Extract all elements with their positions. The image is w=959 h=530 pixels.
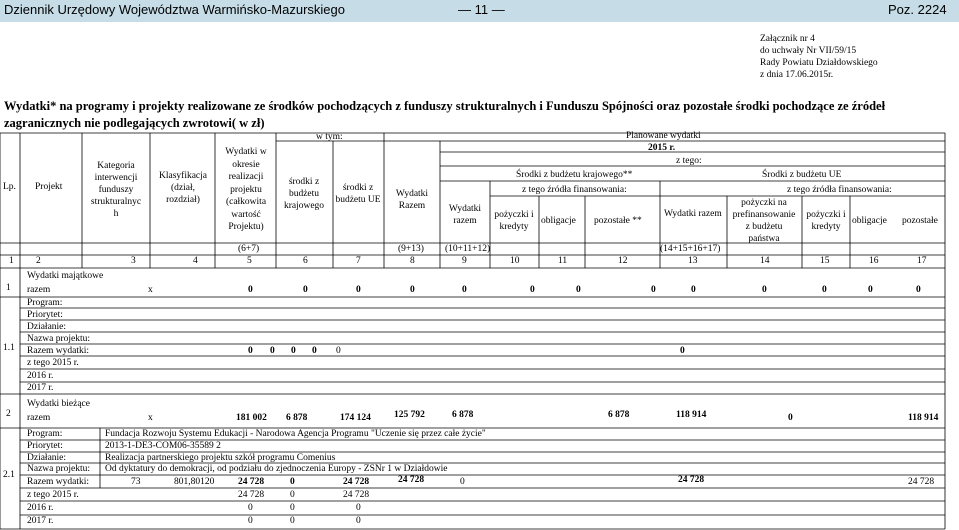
s2-priorytet-value: 2013-1-DE3-COM06-35589 2 (105, 441, 221, 451)
section1-sub-lp: 1.1 (3, 343, 15, 353)
srodki-krajowe-group: Środki z budżetu krajowego** (516, 170, 633, 180)
s2-val6: 6 878 (286, 413, 308, 423)
s2-razem-val: 73 (131, 477, 141, 487)
s1-val: 0 (691, 285, 696, 295)
col-pozostale-ue: pozostałe (902, 216, 938, 226)
col-wydatki-razem-ue: Wydatki razem (664, 209, 722, 219)
s1-program-label: Program: (27, 298, 63, 308)
s2-2016-val: 0 (290, 503, 295, 513)
annex-line: do uchwały Nr VII/59/15 (760, 46, 857, 56)
s2-razem-val: 24 728 (238, 477, 265, 487)
s1-razem-val: 0 (336, 346, 341, 356)
col-number: 3 (131, 256, 136, 266)
col-kategoria: Kategoria interwencji funduszy strukturalnyc h (90, 161, 142, 219)
formula-14-17: (14+15+16+17) (660, 244, 721, 254)
col-number: 12 (618, 256, 628, 266)
s1-2016-label: 2016 r. (27, 371, 54, 381)
section1-x: x (148, 285, 153, 295)
section1-lp: 1 (6, 283, 11, 293)
section2-lp: 2 (6, 409, 11, 419)
col-pozyczki-pref: pożyczki na prefinansowanie z budżetu państwa (732, 198, 796, 244)
s2-dzialanie-label: Działanie: (27, 453, 67, 463)
s2-2016-val: 0 (356, 503, 361, 513)
s2-razem-val: 0 (460, 477, 465, 487)
s2-razem-val: 0 (290, 477, 295, 487)
s1-razem-label: Razem wydatki: (27, 346, 89, 356)
document-title: Wydatki* na programy i projekty realizowane ze środków pochodzących z funduszy strukturalnych i Funduszu Spójności oraz pozostałe środki pochodzące ze źródeł zagranicznych nie podlegających zwrotowi( w zł) (4, 99, 886, 130)
s2-2017-val: 0 (356, 516, 361, 526)
s2-2016-label: 2016 r. (27, 503, 54, 513)
col-lp: Lp. (3, 182, 16, 192)
s2-nazwa-label: Nazwa projektu: (27, 464, 91, 474)
position-number: Poz. 2224 (888, 2, 947, 17)
col-number: 17 (917, 256, 927, 266)
s1-val: 0 (576, 285, 581, 295)
s1-val: 0 (410, 285, 415, 295)
s2-2016-val: 0 (248, 503, 253, 513)
s2-val8: 125 792 (394, 410, 425, 420)
s2-razem-val: 24 728 (908, 477, 935, 487)
s2-val5: 181 002 (236, 413, 267, 423)
s2-2017-val: 0 (290, 516, 295, 526)
col-number: 8 (410, 256, 415, 266)
s2-razem-val: 24 728 (343, 477, 370, 487)
col-obligacje-ue: obligacje (852, 216, 887, 226)
s2-priorytet-label: Priorytet: (27, 441, 63, 451)
col-pozyczki-kr: pożyczki i kredyty (494, 210, 534, 232)
zrodla-kr: z tego źródła finansowania: (522, 185, 627, 195)
col-number: 14 (760, 256, 770, 266)
s2-2015-val: 0 (290, 490, 295, 500)
s1-2017-label: 2017 r. (27, 383, 54, 393)
annex-line: Załącznik nr 4 (760, 34, 815, 44)
s2-2015-val: 24 728 (343, 490, 370, 500)
s1-val: 0 (822, 285, 827, 295)
page-number: — 11 — (458, 2, 505, 17)
s1-val: 0 (762, 285, 767, 295)
section2-label: razem (27, 413, 51, 423)
col-pozostale-kr: pozostałe ** (594, 216, 642, 226)
col-number: 2 (36, 256, 41, 266)
col-number: 15 (820, 256, 830, 266)
s1-val: 0 (530, 285, 535, 295)
s2-program-value: Fundacja Rozwoju Systemu Edukacji - Narodowa Agencja Programu "Uczenie się przez całe życie" (105, 429, 486, 439)
col-number: 4 (193, 256, 198, 266)
s1-dzialanie-label: Działanie: (27, 322, 67, 332)
zrodla-ue: z tego źródła finansowania: (787, 185, 892, 195)
s2-razem-val: 801,80120 (174, 477, 215, 487)
col-number: 5 (247, 256, 252, 266)
col-pozyczki-ue: pożyczki i kredyty (806, 210, 846, 232)
col-klasyfikacja: Klasyfikacja (dział, rozdział) (158, 171, 208, 205)
s1-val: 0 (356, 285, 361, 295)
col-wydatki-razem-kr: Wydatki razem (448, 204, 482, 226)
s2-razem-label: Razem wydatki: (27, 477, 89, 487)
col-number: 9 (462, 256, 467, 266)
s2-2017-label: 2017 r. (27, 516, 54, 526)
s1-val: 0 (462, 285, 467, 295)
s1-val: 0 (651, 285, 656, 295)
s1-razem-val13: 0 (680, 346, 685, 356)
s2-val17: 118 914 (908, 413, 939, 423)
s1-val: 0 (248, 285, 253, 295)
formula-6-7: (6+7) (238, 244, 260, 254)
s1-razem-val: 0 (291, 346, 296, 356)
s2-val15: 0 (788, 413, 793, 423)
col-number: 13 (688, 256, 698, 266)
section2-x: x (148, 413, 153, 423)
year-label: 2015 r. (648, 143, 676, 153)
col-number: 16 (869, 256, 879, 266)
s2-program-label: Program: (27, 429, 63, 439)
s2-razem-val: 24 728 (678, 475, 705, 485)
w-tym-label: w tym: (316, 132, 343, 142)
s1-razem-val: 0 (270, 346, 275, 356)
s2-val12: 6 878 (608, 410, 630, 420)
s2-val9: 6 878 (452, 410, 474, 420)
s2-nazwa-value: Od dyktatury do demokracji, od podziału do zjednoczenia Europy - ZSNr 1 w Działdowie (105, 464, 448, 474)
col-number: 1 (9, 256, 14, 266)
z-tego-label: z tego: (676, 156, 702, 166)
s1-razem-val: 0 (248, 346, 253, 356)
s1-2015-label: z tego 2015 r. (27, 358, 79, 368)
col-number: 11 (558, 256, 568, 266)
s1-val: 0 (303, 285, 308, 295)
s2-val7: 174 124 (340, 413, 371, 423)
col-srodki-krajowe: środki z budżetu krajowego (283, 177, 325, 211)
col-number: 10 (510, 256, 520, 266)
s1-val: 0 (868, 285, 873, 295)
s2-dzialanie-value: Realizacja partnerskiego projektu szkół programu Comenius (105, 453, 336, 463)
section1-label: razem (27, 285, 51, 295)
s2-2015-val: 24 728 (238, 490, 265, 500)
s1-val: 0 (916, 285, 921, 295)
col-srodki-ue: środki z budżetu UE (335, 183, 381, 205)
formula-9-13: (9+13) (398, 244, 424, 254)
annex-line: z dnia 17.06.2015r. (760, 70, 834, 80)
s2-2015-label: z tego 2015 r. (27, 490, 79, 500)
s1-nazwa-label: Nazwa projektu: (27, 334, 91, 344)
s1-priorytet-label: Priorytet: (27, 310, 63, 320)
col-wydatki-razem-main: Wydatki Razem (395, 189, 429, 211)
section2-sub-lp: 2.1 (3, 470, 15, 480)
col-wydatki-okres: Wydatki w okresie realizacji projektu (całkowita wartość Projektu) (225, 147, 267, 232)
annex-line: Rady Powiatu Działdowskiego (760, 58, 878, 68)
formula-10-12: (10+11+12) (445, 244, 491, 254)
section2-label: Wydatki bieżące (27, 399, 90, 409)
col-projekt: Projekt (35, 182, 63, 192)
journal-name: Dziennik Urzędowy Województwa Warmińsko-Mazurskiego (4, 2, 345, 17)
col-obligacje-kr: obligacje (541, 216, 576, 226)
col-number: 6 (303, 256, 308, 266)
s2-2017-val: 0 (248, 516, 253, 526)
s2-val13: 118 914 (676, 410, 707, 420)
srodki-ue-group: Środki z budżetu UE (762, 170, 842, 180)
section1-label: Wydatki majątkowe (27, 271, 104, 281)
s1-razem-val: 0 (312, 346, 317, 356)
s2-razem-val: 24 728 (398, 475, 425, 485)
planowane-label: Planowane wydatki (626, 131, 701, 141)
col-number: 7 (356, 256, 361, 266)
